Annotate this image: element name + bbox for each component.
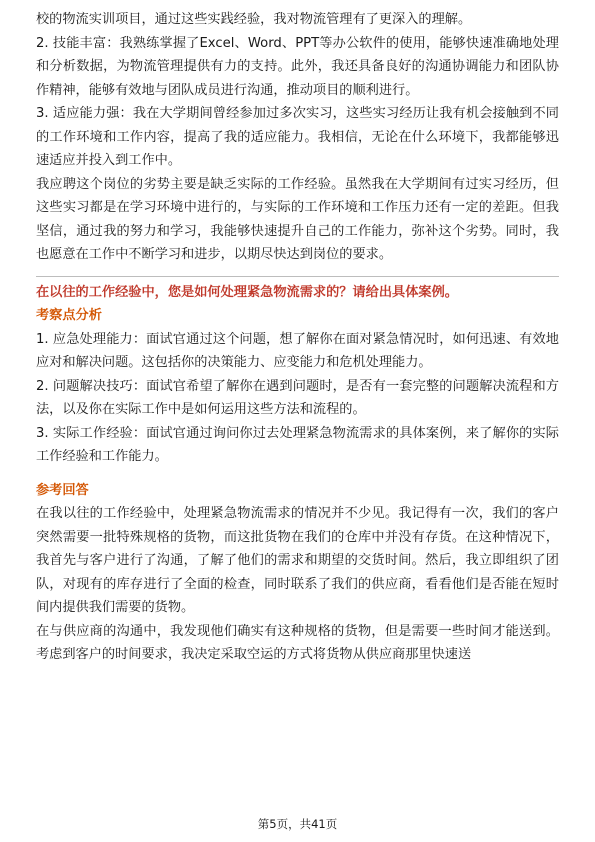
- answer-paragraph-2: 在与供应商的沟通中，我发现他们确实有这种规格的货物，但是需要一些时间才能送到。考虑到客户的时间要求，我决定采取空运的方式将货物从供应商那里快速送: [36, 623, 559, 662]
- intro-tail-paragraph: 校的物流实训项目，通过这些实践经验，我对物流管理有了更深入的理解。: [36, 12, 472, 27]
- answer-title: 参考回答: [36, 482, 89, 498]
- adaptability-point-paragraph: 3. 适应能力强：我在大学期间曾经参加过多次实习，这些实习经历让我有机会接触到不同的工作环境和工作内容，提高了我的适应能力。我相信，无论在什么环境下，我都能够迅速适应并投入到工作中。: [36, 106, 559, 168]
- analysis-item-1: 1. 应急处理能力：面试官通过这个问题，想了解你在面对紧急情况时，如何迅速、有效地应对和解决问题。这包括你的决策能力、应变能力和危机处理能力。: [36, 331, 559, 370]
- weakness-paragraph: 我应聘这个岗位的劣势主要是缺乏实际的工作经验。虽然我在大学期间有过实习经历，但这些实习都是在学习环境中进行的，与实际的工作环境和工作压力还有一定的差距。但我坚信，通过我的努力和学习，我能够快速提升自己的工作能力，弥补这个劣势。同时，我也愿意在工作中不断学习和进步，以期尽快达到岗位的要求。: [36, 176, 559, 262]
- section-gap: [36, 469, 559, 479]
- section-divider: [36, 276, 559, 277]
- page-footer: 第5页，共41页: [257, 817, 338, 831]
- analysis-title: 考察点分析: [36, 308, 102, 323]
- answer-paragraph-1: 在我以往的工作经验中，处理紧急物流需求的情况并不少见。我记得有一次，我们的客户突然需要一批特殊规格的货物，而这批货物在我们的仓库中并没有存货。在这种情况下，我首先与客户进行了沟通，了解了他们的需求和期望的交货时间。然后，我立即组织了团队，对现有的库存进行了全面的检查，同时联系了我们的供应商，看看他们是否能在短时间内提供我们需要的货物。: [36, 506, 559, 615]
- analysis-item-2: 2. 问题解决技巧：面试官希望了解你在遇到问题时，是否有一套完整的问题解决流程和方法，以及你在实际工作中是如何运用这些方法和流程的。: [36, 378, 559, 417]
- document-page: [36, 8, 559, 667]
- question-heading: 在以往的工作经验中，您是如何处理紧急物流需求的？请给出具体案例。: [36, 284, 458, 300]
- skill-point-paragraph: 2. 技能丰富：我熟练掌握了Excel、Word、PPT等办公软件的使用，能够快速准确地处理和分析数据，为物流管理提供有力的支持。此外，我还具备良好的沟通协调能力和团队协作精神，能够有效地与团队成员进行沟通，推动项目的顺利进行。: [36, 35, 559, 98]
- analysis-item-3: 3. 实际工作经验：面试官通过询问你过去处理紧急物流需求的具体案例，来了解你的实际工作经验和工作能力。: [36, 425, 559, 464]
